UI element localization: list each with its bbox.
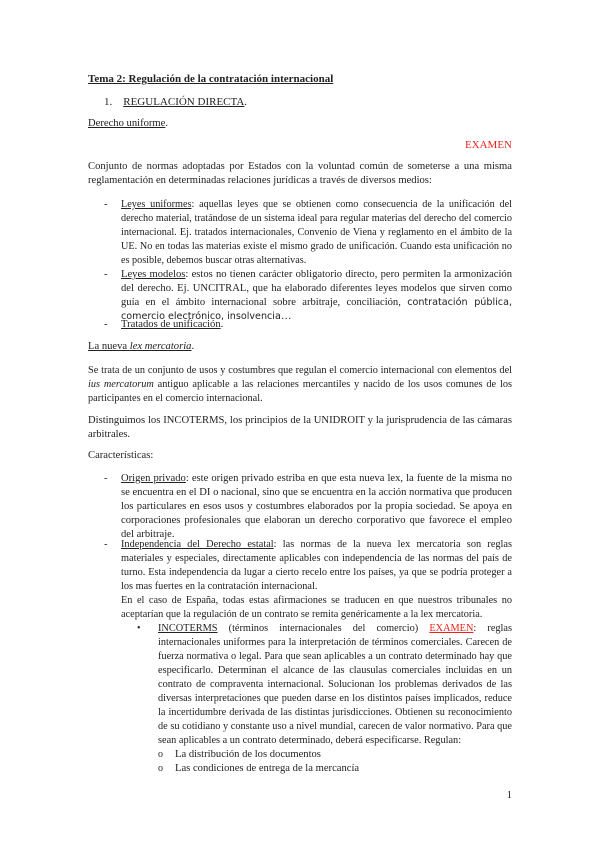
distinguimos-paragraph: Distinguimos los INCOTERMS, los principios de la UNIDROIT y la jurisprudencia de las cámaras arbitrales. xyxy=(88,415,512,440)
sublist-item: La distribución de los documentos xyxy=(175,749,321,760)
espana-paragraph: En el caso de España, todas estas afirmaciones se traducen en que nuestros tribunales no aceptarían que la regulación de un contrato se remita genéricamente a la lex mercatoria. xyxy=(121,595,512,620)
circle-bullet-icon: o xyxy=(158,763,163,774)
list-dash: - xyxy=(104,269,108,280)
list-item-leyes-uniformes: Leyes uniformes: aquellas leyes que se obtienen como consecuencia de la unificación del derecho material, tratándose de un sistema ideal para regular materias del derecho del comercio internacional. Ej. tratados internacionales, Convenio de Viena y reglamento en el ámbito de la UE. No en todas las materias existe el mismo grado de unificación. Cuando esta unificación no es posible, debemos buscar otras alternativas. xyxy=(121,199,512,266)
subheading-lex-mercatoria: La nueva lex mercatoria. xyxy=(88,341,195,352)
section-heading: 1. REGULACIÓN DIRECTA. xyxy=(104,96,248,108)
intro-paragraph: Conjunto de normas adoptadas por Estados con la voluntad común de someterse a una misma reglamentación en determinadas relaciones jurídicas a través de diversos medios: xyxy=(88,161,512,186)
list-dash: - xyxy=(104,539,108,550)
sublist-item: Las condiciones de entrega de la mercancía xyxy=(175,763,360,774)
page-title: Tema 2: Regulación de la contratación internacional xyxy=(88,73,334,85)
list-item-tratados: Tratados de unificación. xyxy=(121,319,224,330)
subheading-derecho-uniforme: Derecho uniforme. xyxy=(88,118,169,129)
caracteristicas-heading: Características: xyxy=(88,450,154,461)
list-dash: - xyxy=(104,319,108,330)
list-item-origen-privado: Origen privado: este origen privado estriba en que esta nueva lex, la fuente de la misma no se encuentra en el DI o nacional, sino que se encuentra en la acción normativa que producen los particulares en esos usos y costumbres elaborados por la propia sociedad. Se apoya en corporaciones profesionales que elaboran un derecho corporativo que favorece el empleo del arbitraje. xyxy=(121,473,512,540)
examen-tag: EXAMEN xyxy=(464,139,512,151)
list-item-independencia: Independencia del Derecho estatal: las normas de la nueva lex mercatoria son reglas materiales y especiales, directamente aplicables con independencia de las normas del país de turno. Esta independencia da lugar a cierto recelo entre los países, ya que se podría proteger a los mas fuertes en la contratación internacional. xyxy=(121,539,512,592)
list-item-leyes-modelos: Leyes modelos: estos no tienen carácter obligatorio directo, pero permiten la armonización del derecho. Ej. UNCITRAL, que ha elaborado diferentes leyes modelos que sirven como guía en el ámbito internacional sobre arbitraje, conciliación, contratación pública, comercio electrónico, insolvencia… xyxy=(121,269,513,322)
lex-definition: Se trata de un conjunto de usos y costumbres que regulan el comercio internacional con elementos del ius mercatorum antiguo aplicable a las relaciones mercantiles y nacido de los usos comunes de los participantes en el comercio internacional. xyxy=(88,365,513,404)
bullet-icon: • xyxy=(137,623,141,634)
list-item-incoterms: INCOTERMS (términos internacionales del comercio) EXAMEN: reglas internacionales uniformes para la interpretación de términos comerciales. Carecen de fuerza normativa o legal. Para que sean aplicables a un contrato determinado hay que especificarlo. Determinan el alcance de las clausulas comerciales incluidas en un contrato de compraventa internacional. Solucionan los problemas derivados de las diversas interpretaciones que pueden darse en los distintos países implicados, reduce la incertidumbre derivada de las distintas jurisdicciones. Obtienen su reconocimiento de su cotidiano y constante uso a nivel mundial, carecen de valor normativo. Para que sean aplicables a un contrato determinado, deberá especificarse. Regulan: xyxy=(158,623,512,746)
list-dash: - xyxy=(104,199,108,210)
page-number: 1 xyxy=(506,790,512,801)
list-dash: - xyxy=(104,473,108,484)
circle-bullet-icon: o xyxy=(158,749,163,760)
